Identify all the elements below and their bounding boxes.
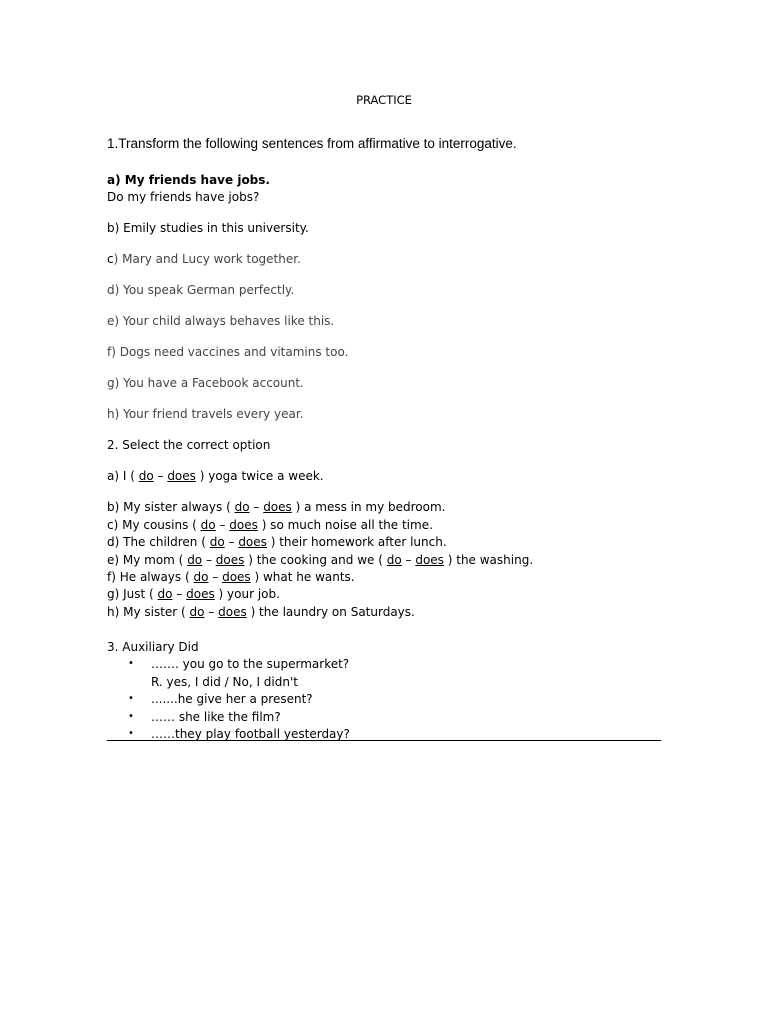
option-a xyxy=(107,468,324,484)
option-text: d) The children ( xyxy=(107,535,210,549)
option-text: ) your job. xyxy=(214,587,280,601)
option-dash: – xyxy=(204,604,219,619)
option-text: ) the washing. xyxy=(443,552,534,567)
option-d xyxy=(107,534,447,550)
option-do: do xyxy=(138,469,154,483)
option-does: does xyxy=(218,604,247,619)
option-does: does xyxy=(215,552,245,567)
bullet-icon: • xyxy=(128,710,134,722)
option-does: does xyxy=(415,552,444,567)
option-text: ) the laundry on Saturdays. xyxy=(246,604,415,619)
bullet-icon: • xyxy=(128,728,134,739)
option-text: g) Just ( xyxy=(107,587,158,601)
option-do: do xyxy=(234,500,250,514)
page-title: PRACTICE xyxy=(356,93,412,107)
option-dash: – xyxy=(215,517,230,532)
option-do: do xyxy=(193,570,209,584)
option-do: do xyxy=(187,552,203,567)
option-text: ) what he wants. xyxy=(250,570,355,584)
option-dash: – xyxy=(224,535,239,549)
sentence-c-text: ) Mary and Lucy work together. xyxy=(113,252,301,266)
sentence-e: e) Your child always behaves like this. xyxy=(107,314,335,328)
sentence-c xyxy=(107,251,301,267)
option-do: do xyxy=(189,604,205,619)
option-does: does xyxy=(263,500,292,514)
option-dash: – xyxy=(202,552,216,567)
sentence-g: g) You have a Facebook account. xyxy=(107,376,304,390)
sentence-f: f) Dogs need vaccines and vitamins too. xyxy=(107,345,349,359)
option-text: ) so much noise all the time. xyxy=(257,517,433,532)
auxiliary-item-1: ……. you go to the supermarket? xyxy=(151,657,350,671)
option-text: c) My cousins ( xyxy=(107,517,201,532)
option-do: do xyxy=(386,552,402,567)
auxiliary-item-1-reply: R. yes, I did / No, I didn't xyxy=(151,674,298,689)
section1-instruction: 1.Transform the following sentences from affirmative to interrogative. xyxy=(107,136,517,151)
sentence-c-letter: c xyxy=(107,252,114,266)
option-dash: – xyxy=(153,469,168,483)
option-does: does xyxy=(167,469,196,483)
option-text: ) the cooking and we ( xyxy=(244,552,387,567)
option-f xyxy=(107,569,355,585)
option-do: do xyxy=(157,587,173,601)
option-b xyxy=(107,499,445,515)
option-text: h) My sister ( xyxy=(107,604,190,619)
bullet-icon: • xyxy=(128,658,134,669)
option-text: a) I ( xyxy=(107,469,139,483)
option-do: do xyxy=(200,517,216,532)
option-dash: – xyxy=(208,570,223,584)
auxiliary-item-3: …… she like the film? xyxy=(151,709,281,724)
option-text: ) yoga twice a week. xyxy=(195,469,324,483)
option-e xyxy=(107,552,533,568)
section3-heading: 3. Auxiliary Did xyxy=(107,639,199,654)
option-text: ) a mess in my bedroom. xyxy=(291,500,446,514)
example-answer: Do my friends have jobs? xyxy=(107,190,260,204)
sentence-h: h) Your friend travels every year. xyxy=(107,407,304,421)
auxiliary-item-4: ……they play football yesterday? xyxy=(151,727,350,741)
option-h xyxy=(107,604,415,620)
option-dash: – xyxy=(172,587,187,601)
example-sentence: a) My friends have jobs. xyxy=(107,173,270,187)
option-does: does xyxy=(186,587,215,601)
option-text: ) their homework after lunch. xyxy=(266,535,447,549)
option-g xyxy=(107,586,280,602)
option-text: e) My mom ( xyxy=(107,552,188,567)
bottom-rule xyxy=(107,740,661,741)
option-text: b) My sister always ( xyxy=(107,500,235,514)
option-dash: – xyxy=(249,500,264,514)
sentence-b: b) Emily studies in this university. xyxy=(107,221,309,235)
option-does: does xyxy=(238,535,267,549)
sentence-d: d) You speak German perfectly. xyxy=(107,283,295,297)
auxiliary-item-2: .......he give her a present? xyxy=(151,692,313,706)
option-text: f) He always ( xyxy=(107,570,194,584)
option-do: do xyxy=(209,535,225,549)
bullet-icon: • xyxy=(128,693,134,704)
option-c xyxy=(107,517,433,533)
section2-heading: 2. Select the correct option xyxy=(107,438,271,452)
option-does: does xyxy=(229,517,258,532)
option-dash: – xyxy=(401,552,416,567)
option-does: does xyxy=(222,570,251,584)
